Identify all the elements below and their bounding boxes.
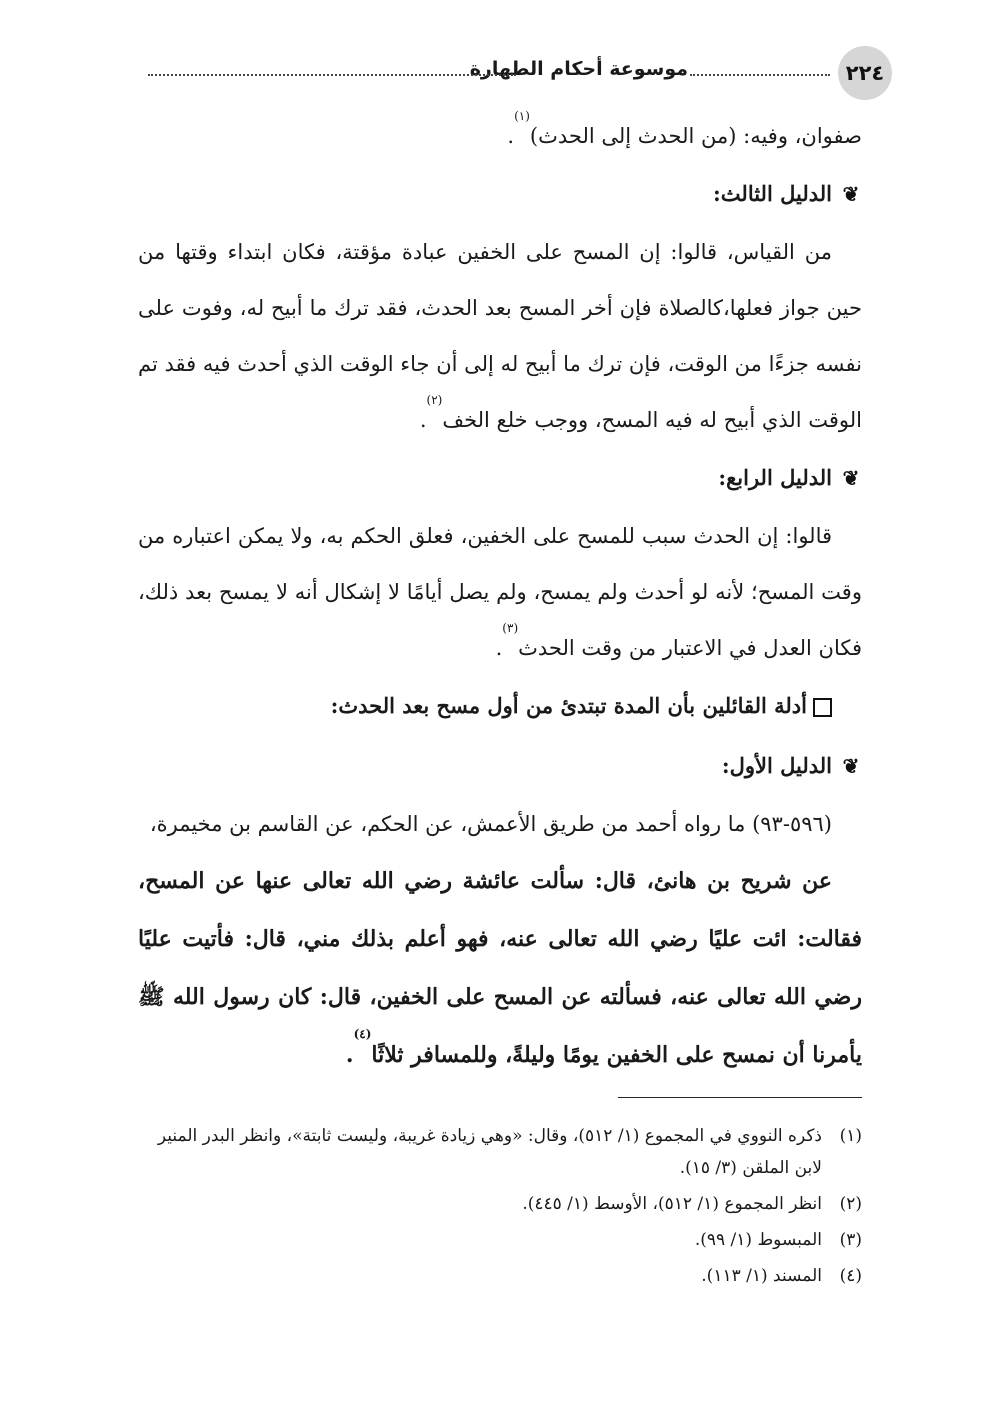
footnote-ref-2[interactable]: (٢)	[426, 393, 443, 407]
running-header	[140, 44, 892, 100]
footnote-ref-4[interactable]: (٤)	[353, 1027, 372, 1041]
header-dotted-rule-left	[148, 74, 516, 76]
continued-line	[138, 108, 862, 164]
paragraph-fourth-evidence	[138, 508, 862, 676]
sentence-end: .	[419, 408, 427, 432]
footnotes	[138, 1120, 862, 1296]
hadith-chain-text: (٥٩٦-٩٣) ما رواه أحمد من طريق الأعمش، عن الحكم، عن القاسم بن مخيمرة،	[149, 812, 832, 836]
header-dotted-rule-right	[690, 74, 830, 76]
sentence-end: .	[345, 1042, 354, 1068]
leaf-hand-icon: ❦	[842, 182, 860, 206]
section-heading-label: أدلة القائلين بأن المدة تبتدئ من أول مسح بعد الحدث:	[330, 693, 807, 718]
hadith-chain	[138, 796, 862, 852]
continued-text: صفوان، وفيه: (من الحدث إلى الحدث)	[529, 124, 862, 148]
footnote-number: (٣)	[839, 1230, 862, 1250]
sentence-end: .	[507, 124, 515, 148]
footnote-ref-1[interactable]: (١)	[514, 109, 530, 123]
hadith-body: عن شريح بن هانئ، قال: سألت عائشة رضي الله تعالى عنها عن المسح، فقالت: ائت عليًا رضي الله تعالى عنه، فهو أعلم بذلك مني، قال: فأتيت عليًا رضي الله تعالى عنه، فسألته عن المسح على الخفين، قال: كان رسول الله ﷺ يأمرنا أن نمسح على الخفين يومًا وليلةً، وللمسافر ثلاثًا	[138, 868, 862, 1068]
heading-first-label: الدليل الأول:	[721, 753, 832, 778]
heading-third-label: الدليل الثالث:	[713, 181, 832, 206]
sentence-end: .	[495, 636, 503, 660]
heading-fourth-evidence	[138, 448, 862, 508]
heading-fourth-label: الدليل الرابع:	[718, 465, 832, 490]
footnote-divider	[618, 1097, 862, 1098]
footnote	[138, 1224, 862, 1256]
footnote-text: المسند (١/ ١١٣).	[701, 1266, 822, 1286]
paragraph-third-evidence	[138, 224, 862, 448]
footnote-text: المبسوط (١/ ٩٩).	[694, 1230, 822, 1250]
footnote-number: (٤)	[839, 1266, 862, 1286]
checkbox-icon	[813, 698, 832, 717]
heading-first-evidence	[138, 736, 862, 796]
footnote	[138, 1120, 862, 1184]
book-title: موسوعة أحكام الطهارة	[469, 58, 688, 80]
footnote-text: انظر المجموع (١/ ٥١٢)، الأوسط (١/ ٤٤٥).	[522, 1194, 822, 1214]
paragraph-third-text: من القياس، قالوا: إن المسح على الخفين عبادة مؤقتة، فكان ابتداء وقتها من حين جواز فعلها،كالصلاة فإن أخر المسح بعد الحدث، فقد ترك ما أبيح له، وفوت على نفسه جزءًا من الوقت، فإن ترك ما أبيح له إلى أن جاء الوقت الذي أحدث فيه فقد تم الوقت الذي أبيح له فيه المسح، ووجب خلع الخف	[138, 240, 862, 432]
hadith-text	[138, 852, 862, 1084]
leaf-hand-icon: ❦	[842, 754, 860, 778]
footnote-text: ذكره النووي في المجموع (١/ ٥١٢)، وقال: «وهي زيادة غريبة، وليست ثابتة»، وانظر البدر المنير لابن الملقن (٣/ ١٥).	[157, 1126, 822, 1178]
main-text	[138, 108, 862, 1084]
section-heading	[138, 676, 862, 736]
leaf-hand-icon: ❦	[842, 466, 860, 490]
footnote	[138, 1188, 862, 1220]
footnote-number: (٢)	[839, 1194, 862, 1214]
paragraph-fourth-text: قالوا: إن الحدث سبب للمسح على الخفين، فعلق الحكم به، ولا يمكن اعتباره من وقت المسح؛ لأنه لو أحدث ولم يمسح، ولم يصل أيامًا لا إشكال أنه لا يمسح بعد ذلك، فكان العدل في الاعتبار من وقت الحدث	[138, 524, 862, 660]
heading-third-evidence	[138, 164, 862, 224]
footnote-number: (١)	[839, 1126, 862, 1146]
footnote	[138, 1260, 862, 1292]
footnote-ref-3[interactable]: (٣)	[502, 621, 519, 635]
page-number: ٢٢٤	[838, 46, 892, 100]
